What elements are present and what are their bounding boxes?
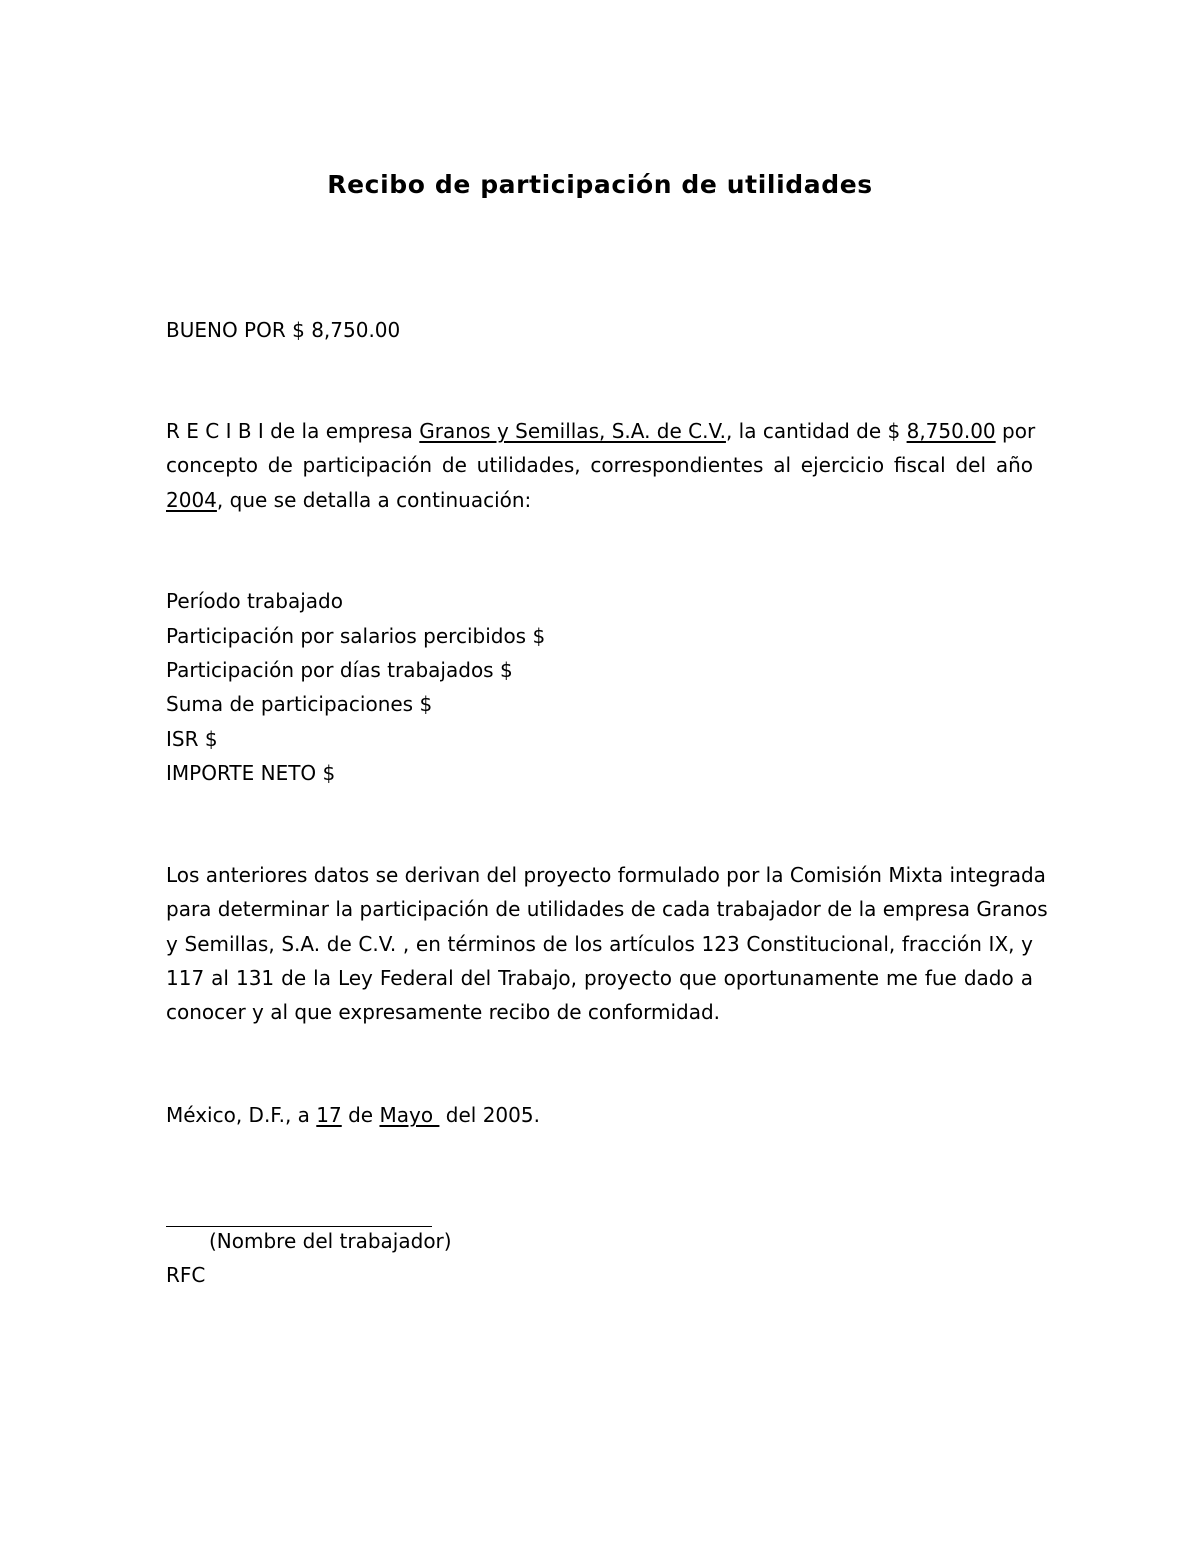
paragraph-line-2: para determinar la participación de utilidades de cada trabajador de la empresa Granos xyxy=(166,897,1048,921)
paragraph-line-5: conocer y al que expresamente recibo de conformidad. xyxy=(166,1000,721,1024)
fiscal-year: 2004 xyxy=(166,488,217,512)
detail-salarios: Participación por salarios percibidos $ xyxy=(166,624,546,648)
detail-dias: Participación por días trabajados $ xyxy=(166,658,513,682)
date-day: 17 xyxy=(316,1103,342,1127)
amount-value: 8,750.00 xyxy=(906,419,996,443)
rfc-label: RFC xyxy=(166,1263,206,1287)
detail-isr: ISR $ xyxy=(166,727,218,751)
worker-name-label: (Nombre del trabajador) xyxy=(209,1229,452,1253)
recibi-line-2: concepto de participación de utilidades, correspondientes al ejercicio fiscal del año xyxy=(166,453,1033,477)
date-prefix: México, D.F., a xyxy=(166,1103,317,1127)
date-month: Mayo xyxy=(379,1103,440,1127)
detail-periodo: Período trabajado xyxy=(166,589,343,613)
date-suffix: del 2005. xyxy=(439,1103,540,1127)
signature-line xyxy=(166,1226,432,1227)
recibi-prefix: R E C I B I de la empresa xyxy=(166,419,420,443)
recibi-middle: , la cantidad de $ xyxy=(725,419,907,443)
document-title: Recibo de participación de utilidades xyxy=(327,170,873,199)
detail-importe-neto: IMPORTE NETO $ xyxy=(166,761,336,785)
detail-suma: Suma de participaciones $ xyxy=(166,692,433,716)
paragraph-line-1: Los anteriores datos se derivan del proyecto formulado por la Comisión Mixta integrada xyxy=(166,863,1046,887)
date-line xyxy=(166,1103,540,1127)
bueno-por-line: BUENO POR $ 8,750.00 xyxy=(166,318,401,342)
recibi-line-3 xyxy=(166,488,531,512)
recibi-suffix: por xyxy=(995,419,1036,443)
date-middle: de xyxy=(341,1103,380,1127)
recibi-line-3-suffix: , que se detalla a continuación: xyxy=(216,488,532,512)
paragraph-line-3: y Semillas, S.A. de C.V. , en términos de los artículos 123 Constitucional, fracción IX, y xyxy=(166,932,1033,956)
company-name: Granos y Semillas, S.A. de C.V. xyxy=(419,419,726,443)
recibi-line-1 xyxy=(166,419,1036,443)
paragraph-line-4: 117 al 131 de la Ley Federal del Trabajo, proyecto que oportunamente me fue dado a xyxy=(166,966,1033,990)
